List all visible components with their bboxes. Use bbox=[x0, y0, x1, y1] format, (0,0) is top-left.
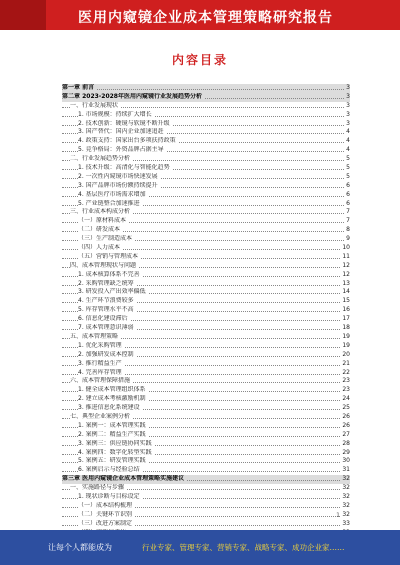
toc-entry-title: （三）改进方案制定 bbox=[78, 519, 133, 527]
toc-entry-row[interactable] bbox=[62, 466, 350, 475]
toc-entry-row[interactable] bbox=[62, 253, 350, 262]
toc-entry-title: 第三章 医用内窥镜企业成本管理策略实施建议 bbox=[62, 475, 185, 483]
toc-entry-page: 6 bbox=[346, 181, 350, 189]
toc-entry-title: 3. 推行精益生产 bbox=[78, 359, 122, 367]
toc-entry-title: 4. 政策支持：国家出台多项扶持政策 bbox=[78, 137, 176, 145]
toc-entry-title: 3. 推进信息化系统建设 bbox=[78, 404, 140, 412]
toc-entry-row[interactable] bbox=[62, 182, 350, 191]
toc-entry-row[interactable] bbox=[62, 102, 350, 111]
toc-entry-page: 11 bbox=[342, 252, 350, 260]
toc-entry-page: 5 bbox=[346, 155, 350, 163]
toc-entry-row[interactable] bbox=[62, 502, 350, 511]
toc-entry-row[interactable] bbox=[62, 235, 350, 244]
toc-entry-title: 四、成本管理现状与问题 bbox=[70, 261, 137, 269]
toc-entry-row[interactable] bbox=[62, 342, 350, 351]
toc-entry-page: 3 bbox=[346, 84, 350, 91]
toc-entry-row[interactable] bbox=[62, 164, 350, 173]
toc-entry-row[interactable] bbox=[62, 422, 350, 431]
toc-entry-title: 第二章 2023-2028年医用内窥镜行业发展趋势分析 bbox=[62, 92, 202, 100]
toc-entry-title: （五）营销与管理成本 bbox=[78, 252, 139, 260]
toc-entry-title: 2. 建立成本考核激励机制 bbox=[78, 395, 146, 403]
toc-entry-row[interactable] bbox=[62, 280, 350, 289]
toc-entry-row[interactable] bbox=[62, 333, 350, 342]
toc-entry-page: 32 bbox=[342, 475, 350, 483]
toc-entry-row[interactable] bbox=[62, 386, 350, 395]
toc-entry-row[interactable] bbox=[62, 226, 350, 235]
toc-entry-page: 32 bbox=[342, 510, 350, 518]
toc-entry-row[interactable] bbox=[62, 306, 350, 315]
toc-entry-row[interactable] bbox=[62, 155, 350, 164]
toc-entry-title: 1. 案例一：成本管理实践 bbox=[78, 421, 146, 429]
toc-entry-row[interactable] bbox=[62, 288, 350, 297]
toc-entry-page: 26 bbox=[342, 412, 350, 420]
toc-entry-title: 3. 国产品牌市场份额持续提升 bbox=[78, 181, 158, 189]
toc-entry-title: （二）关键环节识别 bbox=[78, 510, 133, 518]
toc-entry-title: 5. 产业链整合加速推进 bbox=[78, 199, 140, 207]
toc-entry-row[interactable] bbox=[62, 217, 350, 226]
toc-entry-title: 2. 技术创新：硬镜与软镜不断升级 bbox=[78, 119, 170, 127]
toc-entry-row[interactable] bbox=[62, 271, 350, 280]
toc-entry-title: 六、成本管理保障措施 bbox=[70, 377, 131, 385]
toc-entry-row[interactable] bbox=[62, 244, 350, 253]
toc-entry-title: 一、实施路径与步骤 bbox=[70, 484, 125, 492]
report-title: 医用内窥镜企业成本管理策略研究报告 bbox=[78, 10, 333, 26]
toc-entry-page: 33 bbox=[342, 519, 350, 527]
toc-entry-page: 24 bbox=[342, 395, 350, 403]
toc-entry-page: 4 bbox=[346, 128, 350, 136]
toc-entry-title: 6. 案例启示与经验总结 bbox=[78, 466, 140, 474]
toc-entry-page: 7 bbox=[346, 208, 350, 216]
toc-entry-row[interactable] bbox=[62, 191, 350, 200]
toc-entry-page: 12 bbox=[342, 270, 350, 278]
toc-entry-row[interactable] bbox=[62, 457, 350, 466]
toc-entry-page: 22 bbox=[342, 368, 350, 376]
toc-entry-title: 4. 案例四：数字化转型实践 bbox=[78, 448, 152, 456]
toc-entry-title: 3. 案例三：供应链协同实践 bbox=[78, 439, 152, 447]
toc-entry-title: 4. 基层医疗市场需求增加 bbox=[78, 190, 146, 198]
toc-entry-title: 一、行业发展现状 bbox=[70, 101, 119, 109]
toc-entry-row[interactable] bbox=[62, 493, 350, 502]
toc-entry-title: 2. 一次性内窥镜市场快速发展 bbox=[78, 172, 158, 180]
toc-entry-row[interactable] bbox=[62, 440, 350, 449]
toc-entry-page: 23 bbox=[342, 377, 350, 385]
toc-entry-page: 23 bbox=[342, 386, 350, 394]
toc-entry-page: 26 bbox=[342, 421, 350, 429]
toc-chapter-row[interactable] bbox=[62, 84, 350, 93]
toc-entry-page: 21 bbox=[342, 359, 350, 367]
toc-entry-title: 4. 完善库存管理 bbox=[78, 368, 122, 376]
toc-entry-row[interactable] bbox=[62, 369, 350, 378]
toc-entry-page: 7 bbox=[346, 217, 350, 225]
toc-entry-title: 2. 加强研发成本控制 bbox=[78, 350, 134, 358]
toc-entry-row[interactable] bbox=[62, 262, 350, 271]
toc-entry-title: 2. 采购管理缺乏统筹 bbox=[78, 279, 134, 287]
toc-entry-title: 第一章 前言 bbox=[62, 84, 95, 91]
toc-chapter-row[interactable] bbox=[62, 93, 350, 102]
toc-entry-title: 3. 研发投入产出效率偏低 bbox=[78, 288, 146, 296]
toc-entry-page: 32 bbox=[342, 501, 350, 509]
toc-entry-title: （四）人力成本 bbox=[78, 244, 121, 252]
toc-entry-page: 6 bbox=[346, 199, 350, 207]
toc-entry-row[interactable] bbox=[62, 351, 350, 360]
toc-chapter-row[interactable] bbox=[62, 475, 350, 484]
toc-entry-row[interactable] bbox=[62, 146, 350, 155]
toc-entry-page: 5 bbox=[346, 172, 350, 180]
toc-entry-title: 5. 竞争格局：外资品牌占据主导 bbox=[78, 146, 164, 154]
toc-entry-title: 1. 成本核算体系不完善 bbox=[78, 270, 140, 278]
footer-tagline: 行业专家、管理专家、营销专家、战略专家、成功企业家…… bbox=[142, 543, 345, 552]
toc-entry-page: 28 bbox=[342, 439, 350, 447]
toc-entry-row[interactable] bbox=[62, 315, 350, 324]
toc-entry-page: 31 bbox=[342, 466, 350, 474]
toc-entry-page: 4 bbox=[346, 137, 350, 145]
toc-entry-row[interactable] bbox=[62, 449, 350, 458]
toc-entry-page: 14 bbox=[342, 288, 350, 296]
toc-entry-row[interactable] bbox=[62, 404, 350, 413]
toc-entry-title: 1. 健全成本管理组织体系 bbox=[78, 386, 146, 394]
toc-entry-page: 29 bbox=[342, 448, 350, 456]
toc-entry-page: 9 bbox=[346, 235, 350, 243]
toc-entry-title: （三）生产制造成本 bbox=[78, 235, 133, 243]
toc-entry-page: 13 bbox=[342, 279, 350, 287]
header-accent-block bbox=[0, 0, 46, 30]
toc-entry-page: 17 bbox=[342, 315, 350, 323]
toc-entry-title: 七、典型企业案例分析 bbox=[70, 412, 131, 420]
toc-entry-row[interactable] bbox=[62, 120, 350, 129]
footer-slogan: 让每个人都能成为 bbox=[48, 543, 112, 552]
toc-entry-title: （一）成本结构梳理 bbox=[78, 501, 133, 509]
toc-entry-page: 15 bbox=[342, 297, 350, 305]
toc-entry-title: 6. 信息化建设滞后 bbox=[78, 315, 128, 323]
toc-entry-row[interactable] bbox=[62, 520, 350, 529]
toc-entry-title: 5. 案例五：研发管理实践 bbox=[78, 457, 146, 465]
toc-entry-title: 1. 市场规模：持续扩大增长 bbox=[78, 110, 152, 118]
toc-entry-row[interactable] bbox=[62, 360, 350, 369]
toc-entry-page: 4 bbox=[346, 146, 350, 154]
toc-entry-title: 三、行业成本构成分析 bbox=[70, 208, 131, 216]
toc-entry-row[interactable] bbox=[62, 137, 350, 146]
toc-heading: 内容目录 bbox=[171, 53, 228, 67]
toc-entry-row[interactable] bbox=[62, 173, 350, 182]
toc-entry-title: 5. 库存管理水平不高 bbox=[78, 306, 134, 314]
toc-entry-page: 32 bbox=[342, 492, 350, 500]
toc-entry-row[interactable] bbox=[62, 377, 350, 386]
toc-entry-title: 2. 案例二：精益生产实践 bbox=[78, 430, 146, 438]
toc-entry-title: 五、成本管理策略 bbox=[70, 332, 119, 340]
toc-entry-row[interactable] bbox=[62, 324, 350, 333]
toc-entry-row[interactable] bbox=[62, 395, 350, 404]
toc-entry-page: 19 bbox=[342, 332, 350, 340]
toc-entry-page: 25 bbox=[342, 404, 350, 412]
toc-entry-page: 12 bbox=[342, 261, 350, 269]
toc-entry-title: 二、行业发展趋势分析 bbox=[70, 155, 131, 163]
report-footer bbox=[0, 530, 400, 565]
toc-entry-title: 4. 生产环节浪费较多 bbox=[78, 297, 134, 305]
toc-entry-page: 10 bbox=[342, 244, 350, 252]
table-of-contents bbox=[62, 84, 350, 546]
toc-entry-title: （二）研发成本 bbox=[78, 226, 121, 234]
toc-entry-page: 8 bbox=[346, 226, 350, 234]
toc-entry-row[interactable] bbox=[62, 297, 350, 306]
toc-entry-row[interactable] bbox=[62, 511, 350, 520]
toc-entry-page: 5 bbox=[346, 164, 350, 172]
toc-entry-title: 1. 优化采购管理 bbox=[78, 341, 122, 349]
toc-entry-page: 3 bbox=[346, 101, 350, 109]
toc-entry-page: 18 bbox=[342, 324, 350, 332]
toc-entry-row[interactable] bbox=[62, 208, 350, 217]
toc-entry-page: 6 bbox=[346, 190, 350, 198]
toc-entry-page: 3 bbox=[346, 119, 350, 127]
toc-entry-page: 32 bbox=[342, 484, 350, 492]
report-header bbox=[0, 0, 400, 30]
toc-entry-row[interactable] bbox=[62, 111, 350, 120]
toc-entry-page: 20 bbox=[342, 350, 350, 358]
toc-entry-title: 1. 现状诊断与目标设定 bbox=[78, 492, 140, 500]
toc-entry-title: 7. 成本管理意识薄弱 bbox=[78, 324, 134, 332]
toc-entry-page: 19 bbox=[342, 341, 350, 349]
toc-entry-page: 16 bbox=[342, 306, 350, 314]
toc-entry-page: 30 bbox=[342, 457, 350, 465]
toc-entry-row[interactable] bbox=[62, 200, 350, 209]
toc-entry-page: 3 bbox=[346, 110, 350, 118]
toc-entry-page: 27 bbox=[342, 430, 350, 438]
toc-leader-dots bbox=[62, 89, 350, 90]
toc-entry-title: （一）原材料成本 bbox=[78, 217, 127, 225]
toc-entry-row[interactable] bbox=[62, 128, 350, 137]
page-number: 1 bbox=[336, 512, 340, 519]
toc-entry-row[interactable] bbox=[62, 484, 350, 493]
toc-entry-page: 3 bbox=[346, 92, 350, 100]
toc-entry-title: 3. 国产替代：国内企业加速追赶 bbox=[78, 128, 164, 136]
toc-entry-row[interactable] bbox=[62, 431, 350, 440]
toc-entry-title: 1. 技术升级：高清化与智能化趋势 bbox=[78, 164, 170, 172]
toc-entry-row[interactable] bbox=[62, 413, 350, 422]
